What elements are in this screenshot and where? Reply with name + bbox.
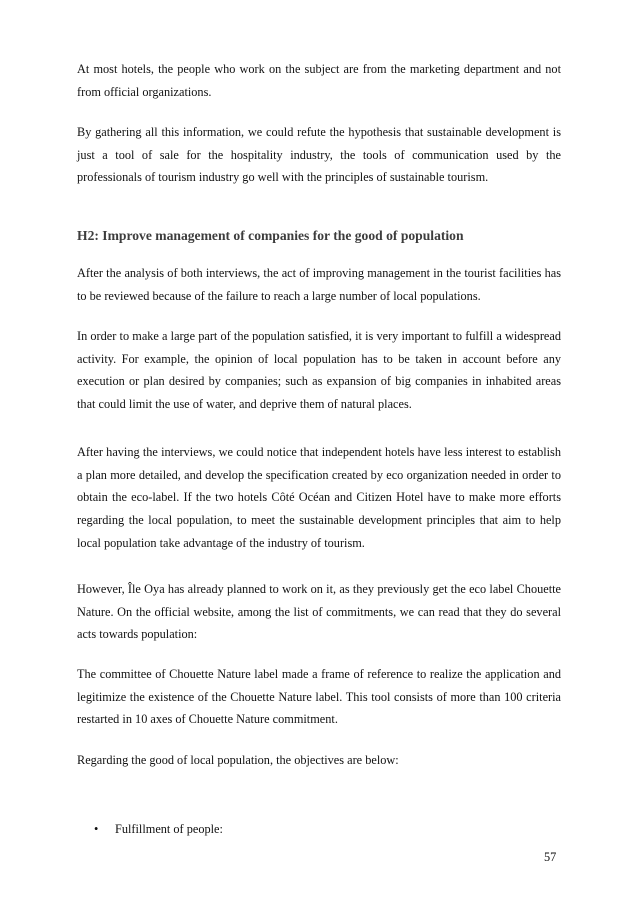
paragraph-marketing-department: At most hotels, the people who work on the subject are from the marketing department and not from official organizations. bbox=[77, 62, 561, 99]
list-item-text: Fulfillment of people: bbox=[115, 822, 223, 836]
paragraph-analysis-interviews: After the analysis of both interviews, the act of improving management in the tourist facilities has to be reviewed because of the failure to reach a large number of local populations. bbox=[77, 266, 561, 303]
section-heading-h2: H2: Improve management of companies for the good of population bbox=[77, 228, 464, 243]
bullet-icon: • bbox=[94, 822, 99, 836]
paragraph-independent-hotels: After having the interviews, we could notice that independent hotels have less interest to establish a plan more detailed, and develop the specification created by eco organization needed in order to obtain the eco-label. If the two hotels Côté Océan and Citizen Hotel have to make more efforts regarding the local population, to meet the sustainable development principles that aim to help local population take advantage of the industry of tourism. bbox=[77, 445, 561, 550]
paragraph-chouette-nature-committee: The committee of Chouette Nature label made a frame of reference to realize the application and legitimize the existence of the Chouette Nature label. This tool consists of more than 100 criteria restarted in 10 axes of Chouette Nature commitment. bbox=[77, 667, 561, 727]
paragraph-ile-oya: However, Île Oya has already planned to work on it, as they previously get the eco label Chouette Nature. On the official website, among the list of commitments, we can read that they do several acts towards population: bbox=[77, 582, 561, 642]
paragraph-population-satisfied: In order to make a large part of the population satisfied, it is very important to fulfill a widespread activity. For example, the opinion of local population has to be taken in account before any execution or plan desired by companies; such as expansion of big companies in inhabited areas that could limit the use of water, and deprive them of natural places. bbox=[77, 329, 561, 412]
page-number: 57 bbox=[544, 850, 557, 864]
paragraph-hypothesis-refuted: By gathering all this information, we could refute the hypothesis that sustainable development is just a tool of sale for the hospitality industry, the tools of communication used by the professionals of tourism industry go well with the principles of sustainable tourism. bbox=[77, 125, 561, 185]
paragraph-objectives-intro: Regarding the good of local population, the objectives are below: bbox=[77, 753, 399, 767]
